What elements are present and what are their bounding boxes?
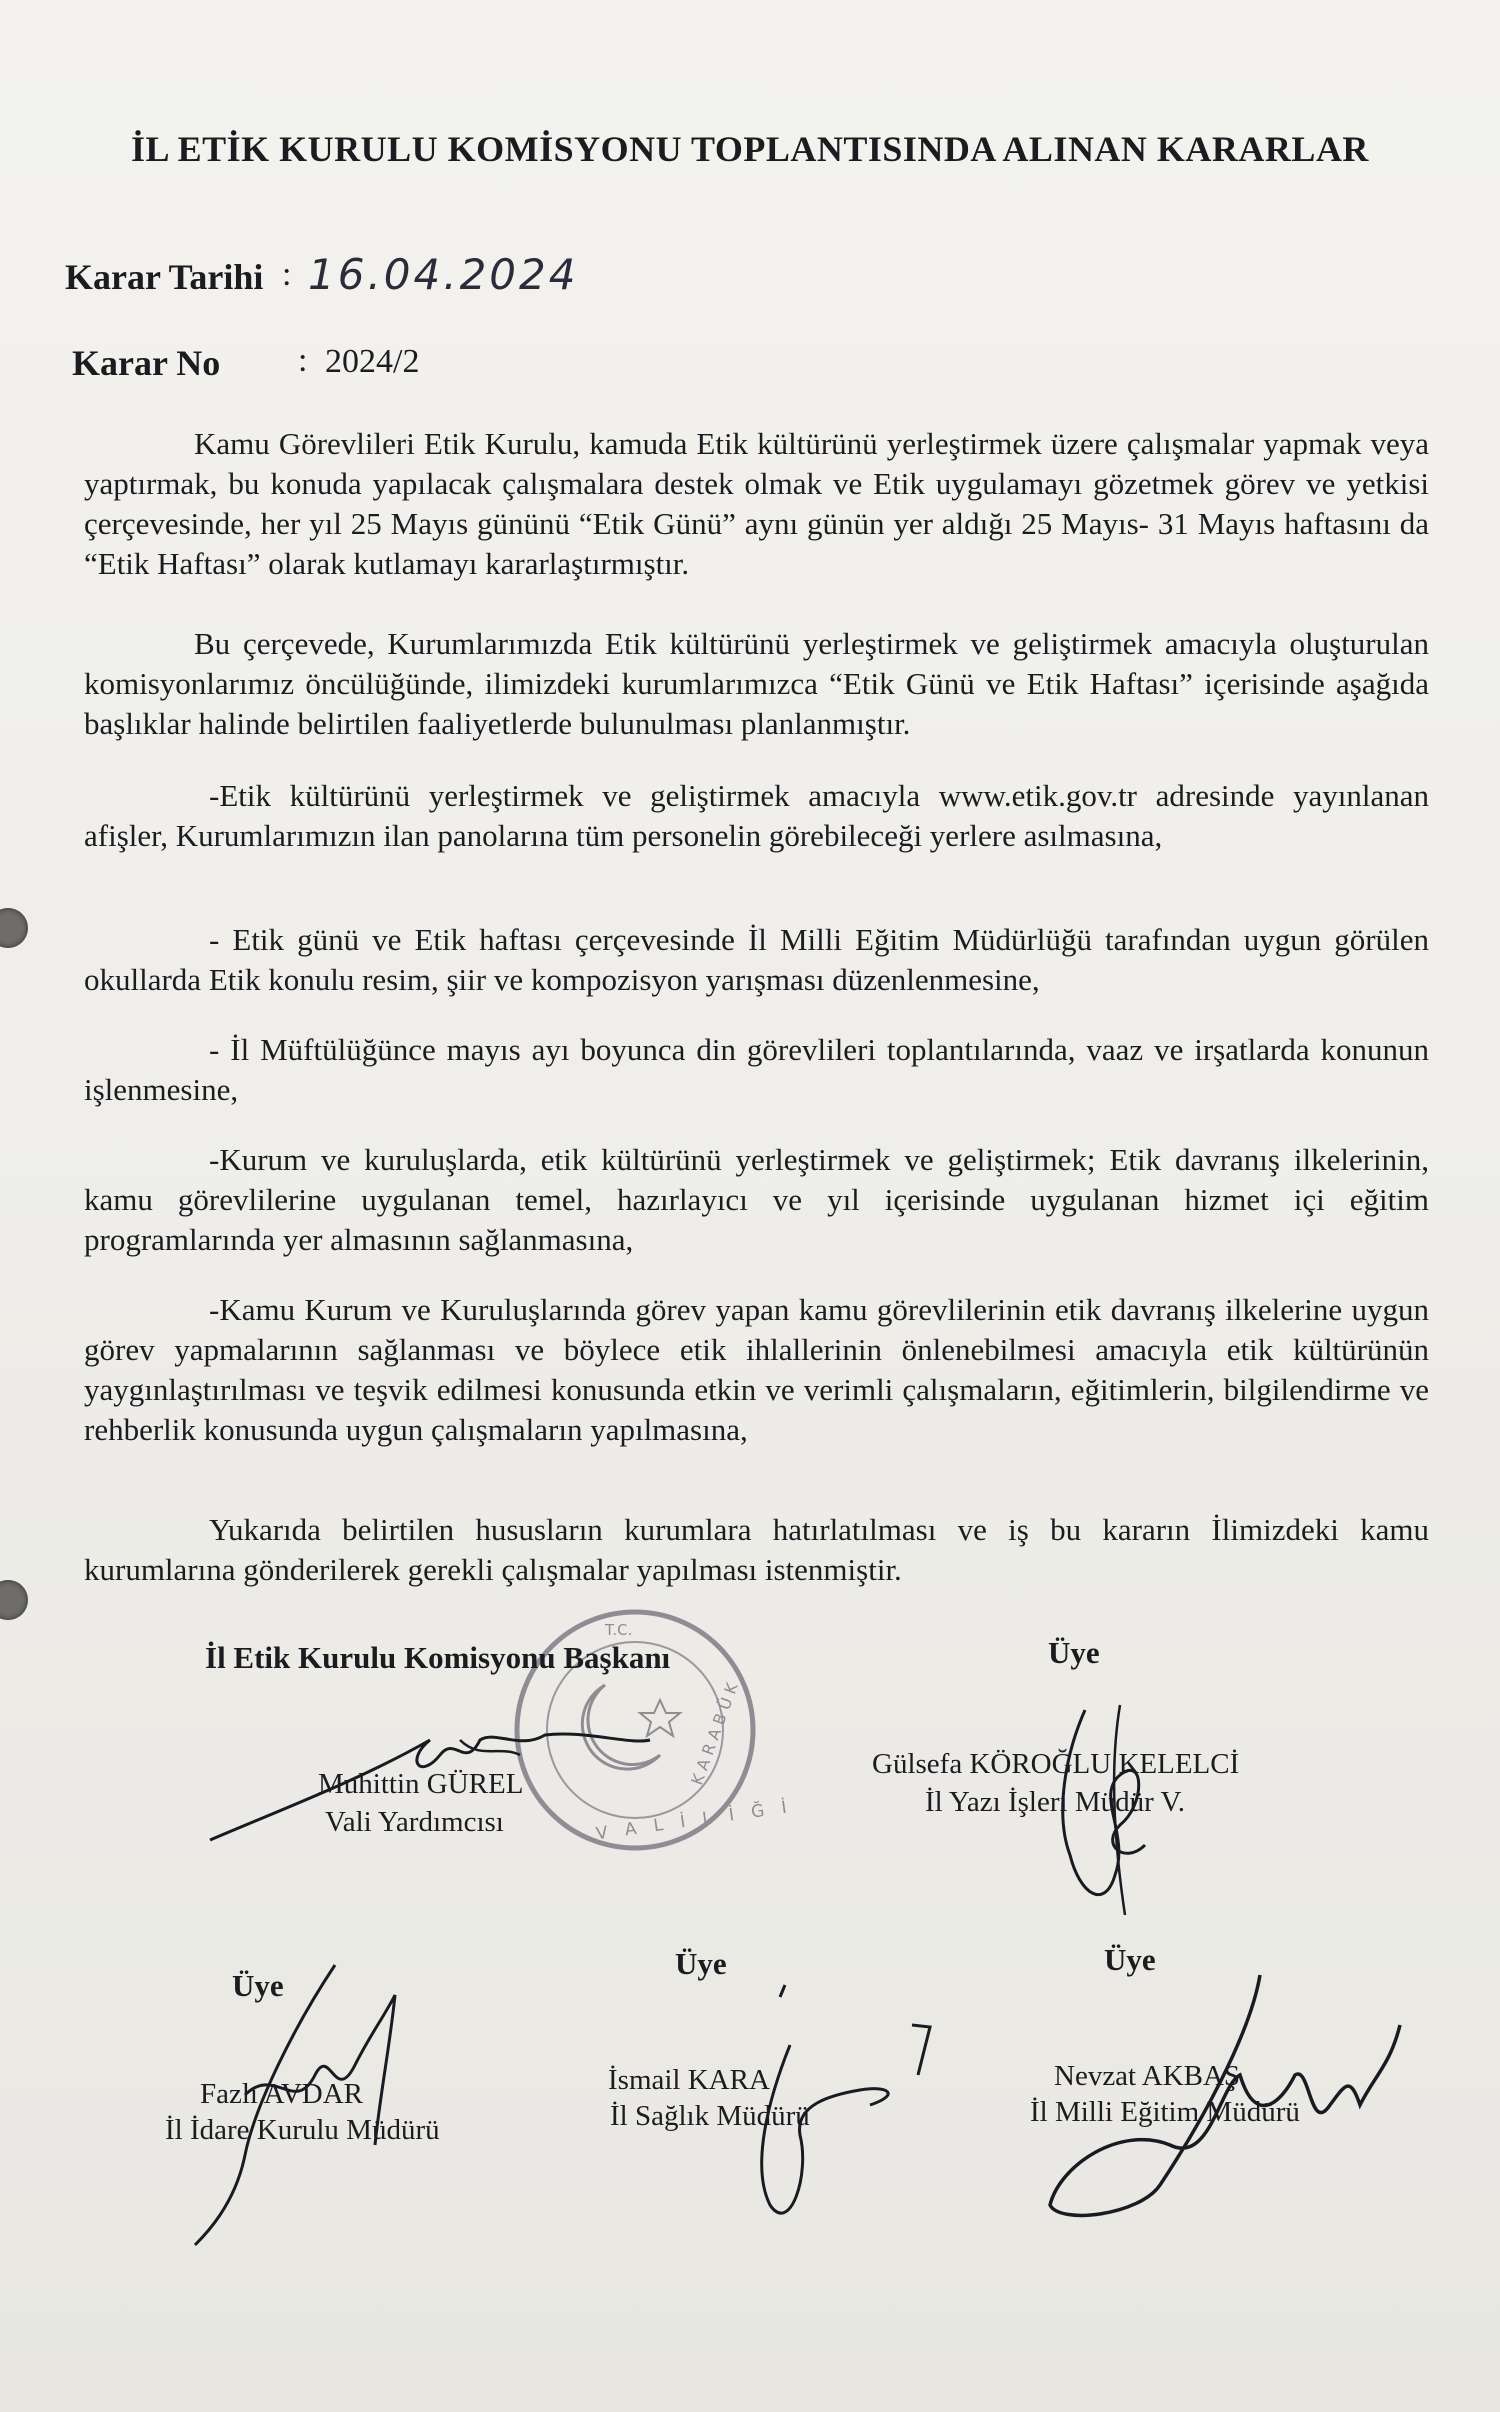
member1-signature <box>1025 1695 1175 1925</box>
member4-name: Nevzat AKBAŞ <box>1054 2060 1241 2092</box>
paragraph-intro: Kamu Görevlileri Etik Kurulu, kamuda Etik kültürünü yerleştirmek üzere çalışmalar yapmak veya yaptırmak, bu konuda yapılacak çalışmalara destek olmak ve Etik uygulamayı gözetmek görev ve yetkisi çerçevesinde, her yıl 25 Mayıs gününü “Etik Günü” aynı günün yer aldığı 25 Mayıs- 31 Mayıs haftasını da “Etik Haftası” olarak kutlamayı kararlaştırmıştır. <box>84 426 1429 581</box>
document-title: İL ETİK KURULU KOMİSYONU TOPLANTISINDA ALINAN KARARLAR <box>131 129 1369 169</box>
decision-date-label: Karar Tarihi <box>65 257 264 297</box>
punch-hole <box>0 908 28 948</box>
paragraph-item-sermons: - İl Müftülüğünce mayıs ayı boyunca din görevlileri toplantılarında, vaaz ve irşatlarda konunun işlenmesine, <box>84 1032 1429 1107</box>
paragraph-item-compliance: -Kamu Kurum ve Kuruluşlarında görev yapan kamu görevlilerinin etik davranış ilkelerine uygun görev yapmalarının sağlanması ve böylece etik ihlallerinin önlenebilmesi amacıyla etik kültürünün yaygınlaştırılması ve teşvik edilmesi konusunda etkin ve verimli çalışmaların, eğitimlerin, bilgilendirme ve rehberlik konusunda uygun çalışmaların yapılmasına, <box>84 1292 1429 1447</box>
chair-name: Muhittin GÜREL <box>318 1768 524 1800</box>
paragraph-item-posters: -Etik kültürünü yerleştirmek ve geliştirmek amacıyla www.etik.gov.tr adresinde yayınlanan afişler, Kurumlarımızın ilan panolarına tüm personelin görebileceği yerlere asılmasına, <box>84 778 1429 853</box>
paragraph-framework: Bu çerçevede, Kurumlarımızda Etik kültürünü yerleştirmek ve geliştirmek amacıyla oluşturulan komisyonlarımız öncülüğünde, ilimizdeki kurumlarımızca “Etik Günü ve Etik Haftası” içerisinde aşağıda başlıklar halinde belirtilen faaliyetlerde bulunulması planlanmıştır. <box>84 626 1429 741</box>
member3-name: İsmail KARA <box>608 2064 770 2096</box>
decision-no-label: Karar No <box>72 343 221 383</box>
member3-signature <box>650 1985 950 2245</box>
member2-signature <box>185 1955 425 2255</box>
member2-name: Fazlı AVDAR <box>200 2078 364 2110</box>
member4-role: İl Milli Eğitim Müdürü <box>1030 2096 1300 2128</box>
decision-date-colon: : <box>282 256 292 293</box>
decision-no-value: 2024/2 <box>325 343 420 380</box>
decision-date-value: 16.04.2024 <box>308 250 579 299</box>
chair-signature <box>190 1700 660 1850</box>
member3-title: Üye <box>675 1946 727 1981</box>
svg-text:T.C.: T.C. <box>605 1621 633 1639</box>
member1-name: Gülsefa KÖROĞLU KELELCİ <box>872 1748 1240 1780</box>
paragraph-item-training: -Kurum ve kuruluşlarda, etik kültürünü yerleştirmek ve geliştirmek; Etik davranış ilkelerinin, kamu görevlilerine uygulanan temel, hazırlayıcı ve yıl içerisinde uygulanan hizmet içi eğitim programlarında yer almasının sağlanmasına, <box>84 1142 1429 1257</box>
member1-title: Üye <box>1048 1635 1100 1670</box>
decision-no-colon: : <box>298 342 308 379</box>
punch-hole <box>0 1580 28 1620</box>
paragraph-item-competition: - Etik günü ve Etik haftası çerçevesinde İl Milli Eğitim Müdürlüğü tarafından uygun görülen okullarda Etik konulu resim, şiir ve kompozisyon yarışması düzenlenmesine, <box>84 922 1429 997</box>
svg-text:V A L İ L İ Ğ İ: V A L İ L İ Ğ İ <box>594 1796 794 1845</box>
paragraph-closing: Yukarıda belirtilen hususların kurumlara hatırlatılması ve iş bu kararın İlimizdeki kamu kurumlarına gönderilerek gerekli çalışmalar yapılması istenmiştir. <box>84 1512 1429 1587</box>
svg-text:K A R A B Ü K: K A R A B Ü K <box>687 1680 742 1788</box>
member1-role: İl Yazı İşleri Müdür V. <box>925 1786 1185 1818</box>
member4-title: Üye <box>1104 1942 1156 1977</box>
member2-role: İl İdare Kurulu Müdürü <box>165 2114 440 2146</box>
member3-role: İl Sağlık Müdürü <box>610 2100 810 2132</box>
chair-title: İl Etik Kurulu Komisyonu Başkanı <box>205 1640 671 1675</box>
chair-role: Vali Yardımcısı <box>325 1806 504 1838</box>
member4-signature <box>1040 1965 1420 2245</box>
member2-title: Üye <box>232 1968 284 2003</box>
